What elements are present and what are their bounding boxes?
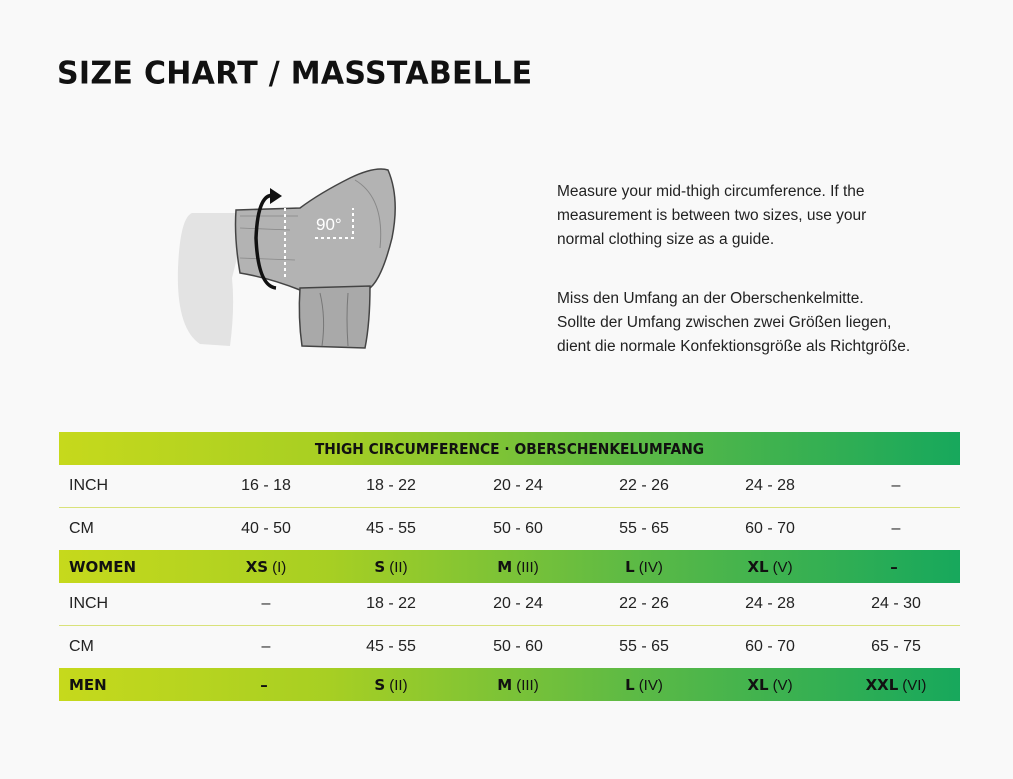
size-cell: L (IV) xyxy=(625,557,663,576)
thigh-measurement-illustration xyxy=(170,158,410,358)
table-cell: – xyxy=(891,520,901,537)
row-label: INCH xyxy=(69,595,109,612)
table-cell: 50 - 60 xyxy=(493,520,543,537)
size-cell: M (III) xyxy=(497,675,539,694)
table-cell: 50 - 60 xyxy=(493,638,543,655)
table-cell: 24 - 30 xyxy=(871,595,921,612)
women-size-band xyxy=(59,550,960,583)
row-label: INCH xyxy=(69,477,109,494)
size-cell: XXL (VI) xyxy=(865,675,927,694)
page-title: SIZE CHART / MASSTABELLE xyxy=(57,55,533,92)
table-row-men-cm xyxy=(59,626,960,668)
table-cell: 60 - 70 xyxy=(745,520,795,537)
table-cell: 16 - 18 xyxy=(241,477,291,494)
size-cell: M (III) xyxy=(497,557,539,576)
angle-label: 90° xyxy=(316,215,342,234)
description-en-text: Measure your mid-thigh circumference. If the measurement is between two sizes, use your normal clothing size as a guide. xyxy=(557,183,867,248)
row-label: CM xyxy=(69,638,94,655)
men-size-band xyxy=(59,668,960,701)
size-cell: S (II) xyxy=(374,557,408,576)
description-english xyxy=(557,180,866,252)
size-cell: L (IV) xyxy=(625,675,663,694)
table-cell: – xyxy=(261,638,271,655)
table-cell: 20 - 24 xyxy=(493,595,543,612)
women-label: WOMEN xyxy=(69,557,137,576)
table-cell: 24 - 28 xyxy=(745,477,795,494)
table-cell: 40 - 50 xyxy=(241,520,291,537)
size-cell: – xyxy=(890,557,898,576)
table-cell: 22 - 26 xyxy=(619,477,669,494)
table-cell: – xyxy=(891,477,901,494)
description-de-text: Miss den Umfang an der Oberschenkelmitte. Sollte der Umfang zwischen zwei Größen liegen, dient die normale Konfektionsgröße als Richtgröße. xyxy=(557,290,911,355)
description-german xyxy=(557,287,910,359)
table-cell: 24 - 28 xyxy=(745,595,795,612)
table-cell: 18 - 22 xyxy=(366,477,416,494)
table-row-women-inch xyxy=(59,465,960,508)
size-cell: XS (I) xyxy=(245,557,287,576)
table-cell: 60 - 70 xyxy=(745,638,795,655)
table-header-band xyxy=(59,432,960,465)
table-cell: 55 - 65 xyxy=(619,638,669,655)
table-cell: 55 - 65 xyxy=(619,520,669,537)
size-cell: XL (V) xyxy=(747,557,793,576)
size-table xyxy=(59,432,960,701)
size-cell: XL (V) xyxy=(747,675,793,694)
table-row-women-cm xyxy=(59,508,960,550)
row-label: CM xyxy=(69,520,94,537)
table-cell: – xyxy=(261,595,271,612)
size-cell: – xyxy=(260,675,268,694)
table-cell: 22 - 26 xyxy=(619,595,669,612)
table-cell: 45 - 55 xyxy=(366,638,416,655)
table-header: THIGH CIRCUMFERENCE · OBERSCHENKELUMFANG xyxy=(314,439,705,458)
table-cell: 18 - 22 xyxy=(366,595,416,612)
table-cell: 65 - 75 xyxy=(871,638,921,655)
table-cell: 45 - 55 xyxy=(366,520,416,537)
size-cell: S (II) xyxy=(374,675,408,694)
table-row-men-inch xyxy=(59,583,960,626)
table-cell: 20 - 24 xyxy=(493,477,543,494)
men-label: MEN xyxy=(69,675,107,694)
